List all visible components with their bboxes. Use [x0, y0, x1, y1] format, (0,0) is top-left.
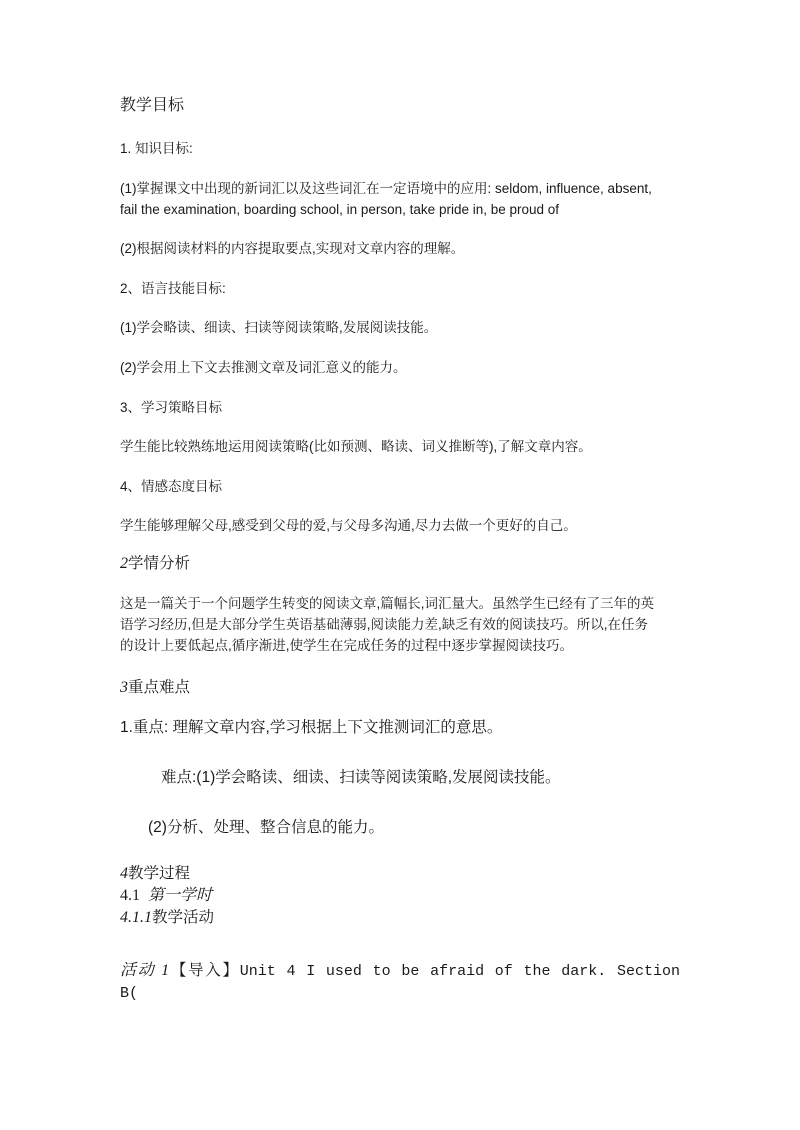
section-number: 2: [120, 555, 128, 572]
key-point-text: 1.重点: 理解文章内容,学习根据上下文推测词汇的意思。: [120, 719, 503, 736]
section-heading-student-analysis: [120, 553, 190, 575]
section-heading-text: 重点难点: [128, 679, 191, 696]
emotion-goal-text: 学生能够理解父母,感受到父母的爱,与父母多沟通,尽力去做一个更好的自己。: [120, 518, 577, 533]
knowledge-goal-item-1-line-1: (1)掌握课文中出现的新词汇以及这些词汇在一定语境中的应用: seldom, influence, absent,: [120, 181, 652, 196]
section-heading-text: 学情分析: [128, 555, 191, 572]
subsection-heading-first-lesson: [120, 885, 212, 907]
knowledge-goal-heading: 1. 知识目标:: [120, 141, 193, 156]
section-number: 4: [120, 865, 128, 882]
analysis-line-2: 语学习经历,但是大部分学生英语基础薄弱,阅读能力差,缺乏有效的阅读技巧。所以,在任务: [120, 617, 649, 632]
activity-1-line-1: [120, 960, 680, 983]
subsubsection-heading-activities: [120, 907, 214, 929]
skill-goal-heading: 2、语言技能目标:: [120, 281, 226, 296]
activity-label: 活动 1: [120, 962, 170, 979]
strategy-goal-heading: 3、学习策略目标: [120, 400, 223, 415]
difficult-point-1: 难点:(1)学会略读、细读、扫读等阅读策略,发展阅读技能。: [161, 769, 561, 786]
subsubsection-text: 教学活动: [152, 909, 215, 926]
activity-1-line-2: B(: [120, 985, 139, 1002]
subsection-number: 4.1: [120, 887, 140, 904]
analysis-line-1: 这是一篇关于一个问题学生转变的阅读文章,篇幅长,词汇量大。虽然学生已经有了三年的英: [120, 596, 655, 611]
section-heading-teaching-process: [120, 863, 190, 885]
knowledge-goal-item-1-line-2: fail the examination, boarding school, in person, take pride in, be proud of: [120, 202, 560, 217]
strategy-goal-text: 学生能比较熟练地运用阅读策略(比如预测、略读、词义推断等),了解文章内容。: [120, 439, 592, 454]
activity-title: Unit 4 I used to be afraid of the dark. Section: [239, 963, 680, 980]
skill-goal-item-2: (2)学会用上下文去推测文章及词汇意义的能力。: [120, 360, 407, 375]
activity-bracket: 【导入】: [169, 962, 240, 979]
analysis-line-3: 的设计上要低起点,循序渐进,使学生在完成任务的过程中逐步掌握阅读技巧。: [120, 638, 574, 653]
section-heading-key-points: [120, 677, 190, 699]
section-number: 3: [120, 679, 128, 696]
subsection-text: 第一学时: [148, 887, 213, 904]
difficult-point-2: (2)分析、处理、整合信息的能力。: [148, 819, 384, 836]
subsubsection-number: 4.1.1: [120, 909, 152, 926]
knowledge-goal-item-2: (2)根据阅读材料的内容提取要点,实现对文章内容的理解。: [120, 241, 465, 256]
section-heading-text: 教学过程: [128, 865, 191, 882]
skill-goal-item-1: (1)学会略读、细读、扫读等阅读策略,发展阅读技能。: [120, 320, 438, 335]
emotion-goal-heading: 4、情感态度目标: [120, 479, 223, 494]
section-title-teaching-goals: 教学目标: [120, 97, 185, 114]
